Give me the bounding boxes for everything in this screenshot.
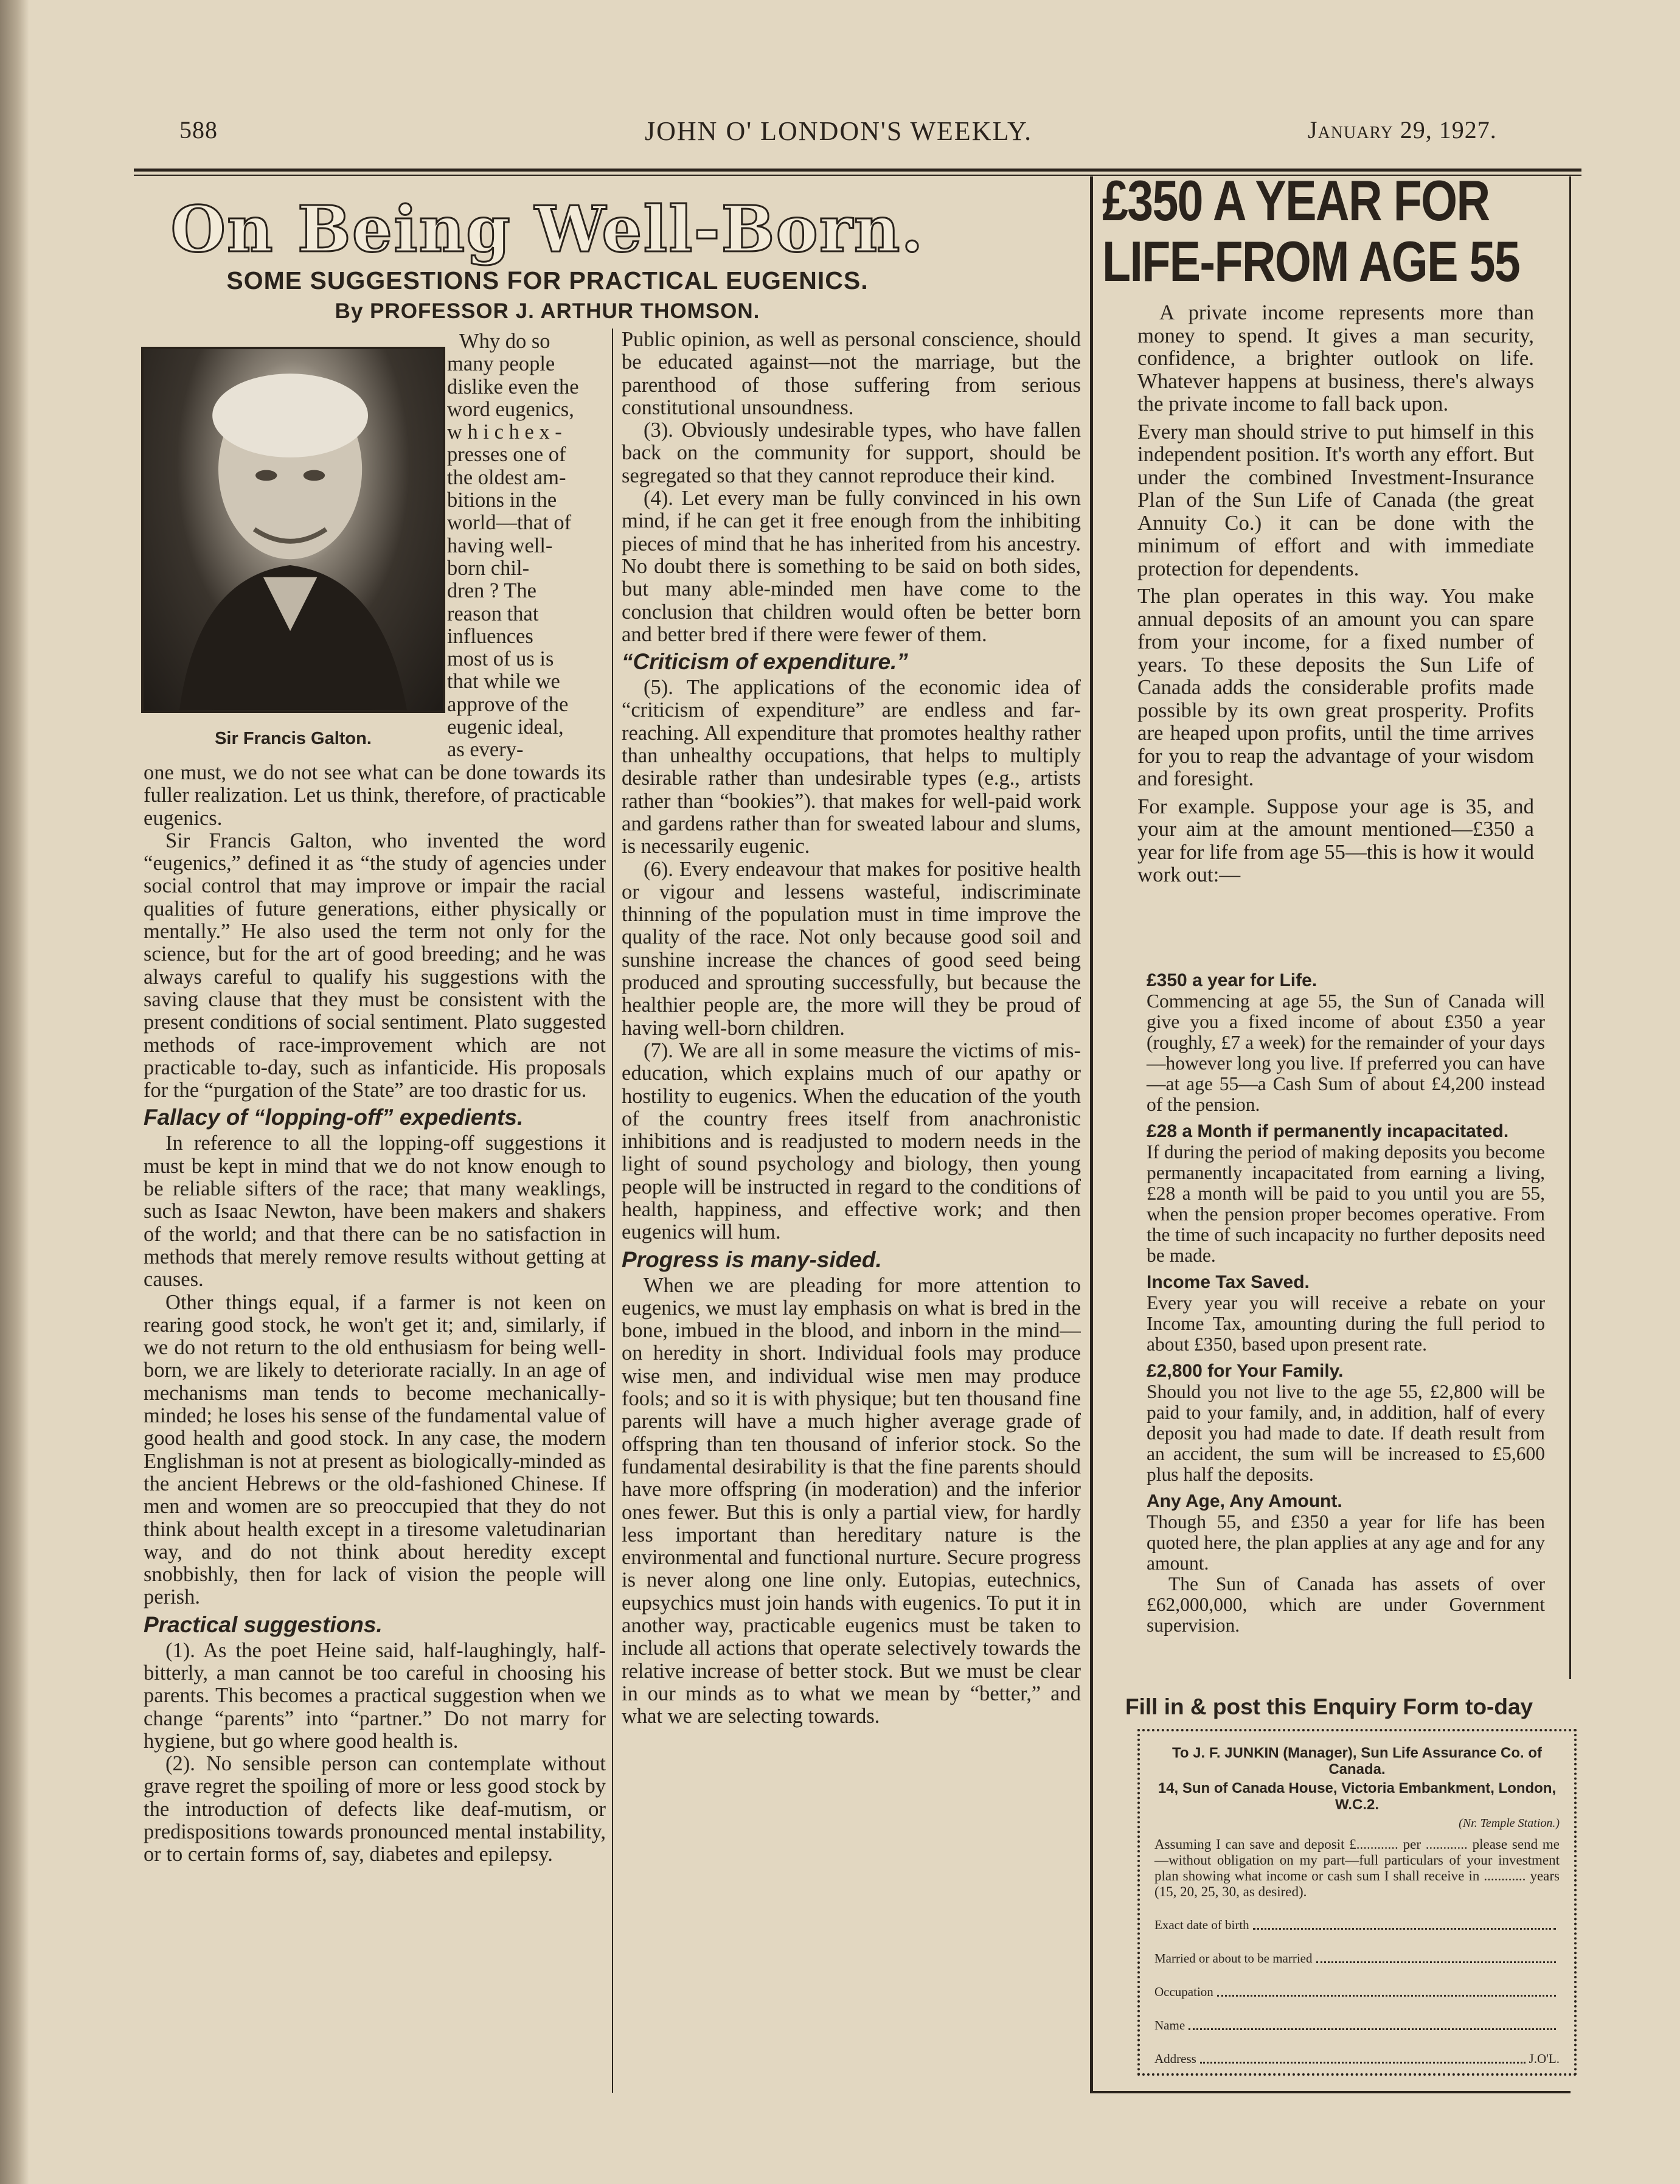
col2-para: Public opinion, as well as personal conscience, should be educated against—not the marriage, but the parenthood of those suffering from serious constitutional unsoundness. — [622, 329, 1081, 419]
field-label: Name — [1154, 2018, 1185, 2033]
benefit-heading: £2,800 for Your Family. — [1147, 1361, 1344, 1381]
form-reference: J.O'L. — [1529, 2051, 1560, 2066]
col1-para: one must, we do not see what can be done towards its fuller realization. Let us think, therefore, of practicable eugenics. — [144, 762, 606, 830]
benefit-heading: £28 a Month if permanently incapacitated. — [1147, 1121, 1509, 1141]
field-married[interactable] — [1154, 1950, 1560, 1967]
form-addressee: To J. F. JUNKIN (Manager), Sun Life Assurance Co. of Canada. — [1171, 1745, 1543, 1778]
wrap-line: bitions in the — [447, 489, 557, 512]
field-label: Married or about to be married — [1154, 1951, 1313, 1966]
col2-para: (5). The applications of the economic idea of “criticism of expenditure” are endless and far-reaching. All expenditure that promotes healthy rather than unhealthy occupations, that helps to multiply desirable rather than undesirable types (e.g., artists rather than “bookies”). that makes for well-paid work and gardens rather than for sweated labour and slums, is necessarily eugenic. — [622, 676, 1081, 858]
field-occupation[interactable] — [1154, 1984, 1560, 2000]
wrap-line: reason that — [447, 602, 539, 625]
advert-border-right — [1569, 176, 1571, 1679]
col2-para: (6). Every endeavour that makes for positive health or vigour and lessens wasteful, indiscriminate thinning of the population must in time improve the quality of the race. Not only because good soil and sunshine increase the chances of good seed being produced and sprouting successfully, but because the healthier people are, the more will they be proud of having well-born children. — [622, 857, 1081, 1040]
wrap-line: word eugenics, — [447, 397, 574, 421]
advert-para: For example. Suppose your age is 35, and your aim at the amount mentioned—£350 a year for life from age 55—this is how it would work out:— — [1137, 794, 1534, 886]
wrap-line: world—that of — [447, 511, 572, 535]
col1-para: Other things equal, if a farmer is not keen on rearing good stock, he won't get it; and, similarly, if we do not return to the old enthusiasm for being well-born, we are likely to deteriorate racially. In an age of mechanisms man tends to become mechanically-minded; he loses his sense of the fundamental value of good health and good stock. In any case, the modern Englishman is not at present as biologically-minded as the ancient Hebrews or the old-fashioned Chinese. If men and women are so preoccupied that they do not think about health except in a tiresome valetudinarian way, and do not think about heredity except snobbishly, then for lack of vision the people will perish. — [144, 1290, 606, 1609]
article-column-2 — [622, 329, 1081, 2096]
field-name[interactable] — [1154, 2017, 1560, 2034]
col1-para: (1). As the poet Heine said, half-laughingly, half-bitterly, a man cannot be too careful in choosing his parents. This becomes a practical suggestion when we change “parents” into “partner.” Do not marry for hygiene, but go where good health is. — [144, 1638, 606, 1753]
wrap-line: presses one of — [447, 443, 566, 467]
advert-body — [1137, 301, 1534, 891]
wrap-lines — [447, 330, 596, 762]
advert-border-bottom — [1090, 2091, 1571, 2093]
column-divider — [612, 329, 613, 2093]
benefit-text: Every year you will receive a rebate on your Income Tax, amounting during the full period to about £350, based upon present rate. — [1147, 1292, 1545, 1355]
field-line[interactable] — [1316, 1950, 1557, 1963]
article-title: On Being Well-Born. — [170, 192, 925, 266]
heading-criticism: “Criticism of expenditure.” — [622, 649, 908, 675]
form-address: 14, Sun of Canada House, Victoria Embankment, London, W.C.2. — [1158, 1780, 1557, 1813]
wrap-line: having well- — [447, 534, 553, 557]
field-label: Occupation — [1154, 1984, 1213, 1999]
field-line[interactable] — [1253, 1917, 1556, 1930]
wrap-line: influences — [447, 624, 533, 648]
page-number: 588 — [179, 116, 218, 144]
issue-date: January 29, 1927. — [1308, 116, 1497, 144]
wrap-line: w h i c h e x - — [447, 420, 562, 444]
field-line[interactable] — [1217, 1984, 1556, 1997]
col2-para: (7). We are all in some measure the victims of mis-education, which explains much of our apathy or hostility to eugenics. When the education of the youth of the country frees itself from anachronistic inhibitions and is readjusted to modern needs in the light of sound psychology and biology, then young people will be instructed in regard to the conditions of health, happiness, and effective work; and then eugenics will hum. — [622, 1038, 1081, 1244]
portrait-caption: Sir Francis Galton. — [215, 729, 372, 748]
heading-fallacy: Fallacy of “lopping-off” expedients. — [144, 1105, 524, 1130]
wrap-line: Why do so — [459, 330, 550, 353]
benefit-text: If during the period of making deposits you become permanently incapacitated from earning a living, £28 a month will be paid to you until you are 55, when the pension proper becomes operative. From the time of such incapacity no further deposits need be made. — [1147, 1141, 1545, 1266]
form-station: (Nr. Temple Station.) — [1459, 1817, 1560, 1830]
field-label: Exact date of birth — [1154, 1918, 1249, 1932]
advert-headline-line-2: LIFE-FROM AGE 55 — [1102, 229, 1520, 293]
col1-para: Sir Francis Galton, who invented the word “eugenics,” defined it as “the study of agencies under social control that may improve or impair the racial qualities of future generations, either physically or mentally.” He also used the term not only for the science, but for the art of good breeding; and he was always careful to qualify his suggestions with the saving clause that they must be consistent with the present conditions of social sentiment. Plato suggested methods of race-improvement which are not practicable to-day, such as infanticide. His proposals for the “purgation of the State” are too drastic for us. — [144, 829, 606, 1102]
advert-headline-line-1: £350 A YEAR FOR — [1102, 169, 1490, 232]
field-line[interactable] — [1189, 2017, 1556, 2030]
wrap-text-beside-portrait — [447, 330, 596, 762]
article-column-1 — [144, 762, 606, 2097]
article-subtitle: SOME SUGGESTIONS FOR PRACTICAL EUGENICS. — [226, 266, 869, 294]
wrap-line: eugenic ideal, — [447, 715, 564, 739]
wrap-line: dren ? The — [447, 579, 536, 603]
col2-para: (4). Let every man be fully convinced in his own mind, if he can get it free enough from the inhibiting pieces of mind that he has inherited from his ancestry. No doubt there is something to be said on both sides, but many able-minded men have come to the conclusion that children would often be better born and better bred if there were fewer of them. — [622, 487, 1081, 646]
benefit-text: Though 55, and £350 a year for life has been quoted here, the plan applies at any age and for any amount. — [1147, 1511, 1545, 1574]
benefit-heading: Any Age, Any Amount. — [1147, 1491, 1342, 1511]
col2-para: (3). Obviously undesirable types, who have fallen back on the community for support, should be segregated so that they cannot reproduce their kind. — [622, 419, 1081, 487]
page-binding-shadow — [0, 0, 29, 2184]
wrap-line: most of us is — [447, 647, 554, 671]
field-label: Address — [1154, 2051, 1196, 2066]
article-byline: By PROFESSOR J. ARTHUR THOMSON. — [335, 299, 760, 323]
heading-practical: Practical suggestions. — [144, 1612, 383, 1637]
col2-para: When we are pleading for more attention to eugenics, we must lay emphasis on what is bred in the bone, imbued in the blood, and inborn in the mind—on heredity in short. Individual fools may produce wise men, and individual wise men may produce fools; and so it is with physique; but ten thousand fine parents will have a much higher average grade of offspring than ten thousand of inferior stock. So the fundamental desirability is that the fine parents should have more offspring (in moderation) and the inferior ones fewer. But this is only a partial view, for hardly less important than hereditary nature is the environmental and functional nurture. Secure progress is never along one line only. Eutopias, eutechnics, eupsychics must join hands with eugenics. To put it in another way, practicable eugenics must be taken to include all actions that operate selectively towards the relative increase of better stock. But we must be clear in our minds as to what we mean by “better,” and what we are selecting towards. — [622, 1273, 1081, 1728]
publication-title: JOHN O' LONDON'S WEEKLY. — [645, 116, 1033, 146]
benefit-heading: Income Tax Saved. — [1147, 1272, 1310, 1292]
col1-para: In reference to all the lopping-off suggestions it must be kept in mind that we do not know enough to be reliable sifters of the race; that many weaklings, such as Isaac Newton, have been makers and shakers of the world; and that there can be no satisfaction in methods that merely remove results without getting at causes. — [144, 1132, 606, 1292]
col1-para: (2). No sensible person can contemplate without grave regret the spoiling of more or less good stock by the introduction of defects like deaf-mutism, or predispositions towards pronounced mental instability, or to certain forms of, say, diabetes and epilepsy. — [144, 1752, 606, 1866]
enquiry-form — [1137, 1729, 1577, 2076]
benefit-heading: £350 a year for Life. — [1147, 970, 1317, 990]
benefit-text: The Sun of Canada has assets of over £62,000,000, which are under Government supervision. — [1147, 1573, 1545, 1636]
wrap-line: that while we — [447, 670, 560, 694]
advert-para: A private income represents more than money to spend. It gives a man security, confidence, a brighter outlook on life. Whatever happens at business, there's always the private income to fall back upon. — [1137, 301, 1534, 416]
advert-headline — [1102, 169, 1520, 293]
advert-benefits — [1147, 964, 1545, 1636]
heading-progress: Progress is many-sided. — [622, 1247, 882, 1272]
field-line[interactable] — [1200, 2051, 1526, 2064]
wrap-line: the oldest am- — [447, 465, 566, 489]
wrap-line: as every- — [447, 738, 524, 762]
form-request-text[interactable]: Assuming I can save and deposit £............ per ............ please send me—without obligation on my part—full particulars of your investment plan showing what income or cash sum I shall receive in ............ years (15, 20, 25, 30, as desired). — [1154, 1837, 1560, 1899]
portrait-photo — [141, 347, 445, 713]
wrap-line: approve of the — [447, 692, 569, 716]
portrait-illustration — [144, 349, 443, 711]
advert-para: Every man should strive to put himself in this independent position. It's worth any effort. But under the combined Investment-Insurance Plan of the Sun Life of Canada (the great Annuity Co.) it can be done with the minimum of effort and with immediate protection for dependents. — [1137, 419, 1534, 580]
advert-para: The plan operates in this way. You make annual deposits of an amount you can spare from your income, for a fixed number of years. To these deposits the Sun Life of Canada adds the considerable profits made possible by its own great prosperity. Profits are heaped upon profits, until the time arrives for you to reap the advantage of your wisdom and foresight. — [1137, 584, 1534, 790]
wrap-line: dislike even the — [447, 375, 579, 398]
advert-border-left — [1090, 176, 1093, 2093]
benefit-text: Should you not live to the age 55, £2,800 will be paid to your family, and, in addition, half of every deposit you had made to date. If death result from an accident, the sum will be increased to £5,600 plus half the deposits. — [1147, 1381, 1545, 1485]
enquiry-form-title: Fill in & post this Enquiry Form to-day — [1125, 1694, 1533, 1719]
benefit-text: Commencing at age 55, the Sun of Canada will give you a fixed income of about £350 a year (roughly, £7 a week) for the remainder of your days—however long you live. If preferred you can have—at age 55—a Cash Sum of about £4,200 instead of the pension. — [1147, 990, 1545, 1115]
field-date-of-birth[interactable] — [1154, 1917, 1560, 1933]
field-address[interactable] — [1154, 2051, 1560, 2067]
wrap-line: many people — [447, 352, 555, 376]
wrap-line: born chil- — [447, 556, 530, 580]
